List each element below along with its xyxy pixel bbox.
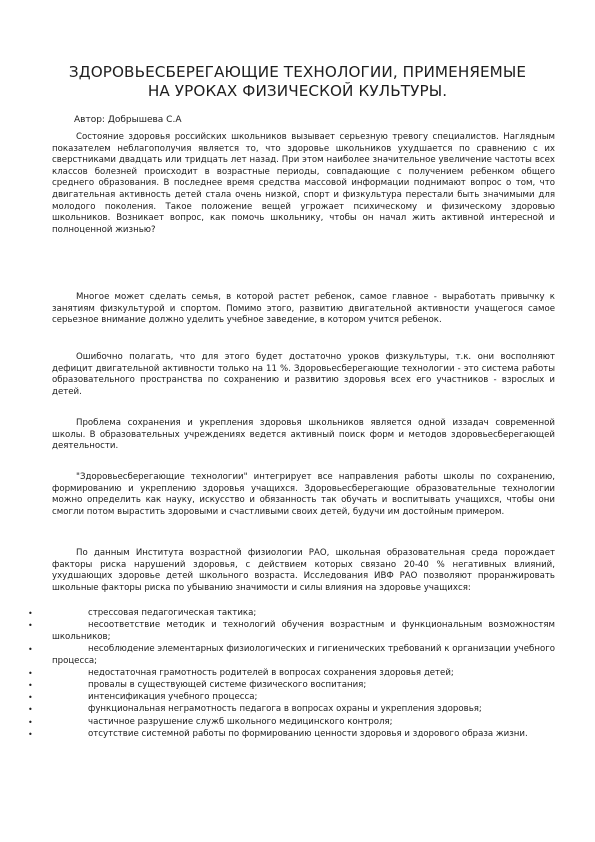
- list-item: • отсутствие системной работы по формированию ценности здоровья и здорового образа жизни.: [28, 728, 528, 739]
- paragraph-4: Проблема сохранения и укрепления здоровья школьников является одной иззадач современной школы. В образовательных учреждениях ведется активный поиск форм и методов здоровьесберегающей деятельности.: [52, 418, 555, 452]
- bullet-icon: •: [28, 729, 33, 739]
- list-item: • несоответствие методик и технологий обучения возрастным и функциональным возможностям школьников;: [28, 620, 555, 642]
- bullet-icon: •: [28, 644, 33, 654]
- document-title-line-2: НА УРОКАХ ФИЗИЧЕСКОЙ КУЛЬТУРЫ.: [147, 82, 448, 100]
- bullet-icon: •: [28, 693, 33, 703]
- bullet-icon: •: [28, 668, 33, 678]
- paragraph-2: Многое может сделать семья, в которой растет ребенок, самое главное - выработать привычку к занятиям физкультурой и спортом. Помимо этого, развитию двигательной активности учащегося самое серьезное внимание должно уделить учебное заведение, в котором учится ребенок.: [52, 292, 555, 326]
- bullet-icon: •: [28, 705, 33, 715]
- paragraph-1: Состояние здоровья российских школьников вызывает серьезную тревогу специалистов. Наглядным показателем неблагополучия является то, что здоровье школьников ухудшается по сравнению с их сверстниками двадцать или тридцать лет назад. При этом наиболее значительное увеличение частоты всех классов болезней происходит в возрастные периоды, совпадающие с получением ребенком общего среднего образования. В последнее время средства массовой информации поднимают вопрос о том, что двигательная активность детей стала очень низкой, спорт и физкультура перестали быть значимыми для молодого поколения. Такое положение вещей угрожает психическому и физическому здоровью школьников. Возникает вопрос, как помочь школьнику, чтобы он начал жить активной интересной и полноценной жизнью?: [52, 132, 555, 235]
- document-title-line-1: ЗДОРОВЬЕСБЕРЕГАЮЩИЕ ТЕХНОЛОГИИ, ПРИМЕНЯЕМЫЕ: [68, 63, 527, 81]
- list-item: • стрессовая педагогическая тактика;: [28, 608, 257, 618]
- list-item: • функциональная неграмотность педагога в вопросах охраны и укрепления здоровья;: [28, 704, 482, 715]
- bullet-icon: •: [28, 609, 33, 618]
- bullet-icon: •: [28, 621, 33, 631]
- paragraph-5: "Здоровьесберегающие технологии" интегрирует все направления работы школы по сохранению, формированию и укреплению здоровья учащихся. Здоровьесберегающие образовательные технологии можно определить как науку, искусство и обязанность так обучать и воспитывать учащихся, чтобы они смогли потом вырастить здоровыми и счастливыми своих детей, будучи им достойным примером.: [52, 472, 555, 517]
- paragraph-3: Ошибочно полагать, что для этого будет достаточно уроков физкультуры, т.к. они восполняют дефицит двигательной активности только на 11 %. Здоровьесберегающие технологии - это система работы образовательного пространства по сохранению и развитию здоровья всех его участников - взрослых и детей.: [52, 352, 555, 397]
- bullet-icon: •: [28, 680, 33, 690]
- list-item: • интенсификация учебного процесса;: [28, 692, 258, 703]
- list-item: • частичное разрушение служб школьного медицинского контроля;: [28, 716, 393, 727]
- author-line: Автор: Добрышева С.А: [74, 115, 182, 125]
- risk-factors-list: [28, 608, 555, 741]
- bullet-icon: •: [28, 717, 33, 727]
- paragraph-6: По данным Института возрастной физиологии РАО, школьная образовательная среда порождает факторы риска нарушений здоровья, с действием которых связано 20-40 % негативных влияний, ухудшающих здоровье детей школьного возраста. Исследования ИВФ РАО позволяют проранжировать школьные факторы риска по убыванию значимости и силы влияния на здоровье учащихся:: [52, 548, 555, 593]
- list-item: • провалы в существующей системе физического воспитания;: [28, 679, 367, 690]
- list-item: • несоблюдение элементарных физиологических и гигиенических требований к организации учебного процесса;: [28, 643, 555, 666]
- list-item: • недостаточная грамотность родителей в вопросах сохранения здоровья детей;: [28, 667, 454, 678]
